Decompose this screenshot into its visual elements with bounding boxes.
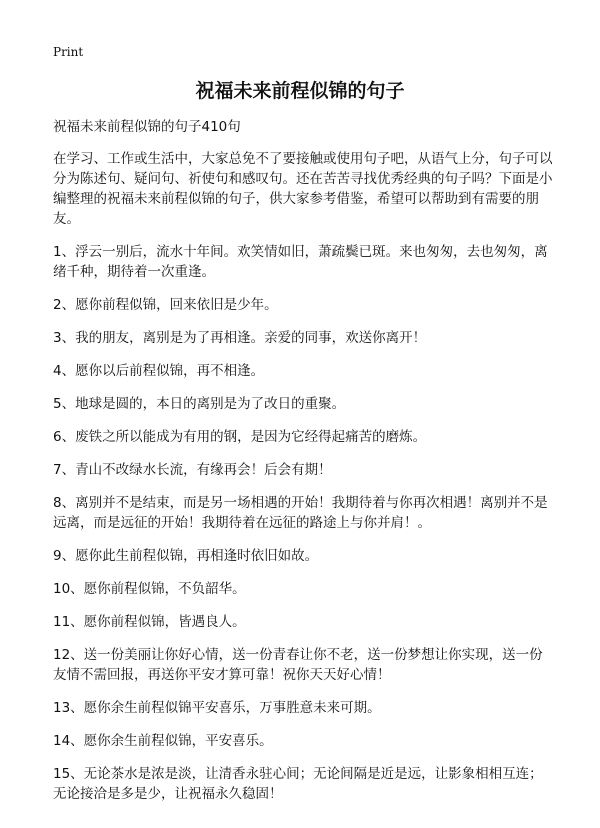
- list-item: 12、送一份美丽让你好心情，送一份青春让你不老，送一份梦想让你实现，送一份友情不需回报，再送你平安才算可靠！祝你天天好心情！: [53, 647, 543, 683]
- list-item: 8、离别并不是结束，而是另一场相遇的开始！我期待着与你再次相遇！离别并不是远离，而是远征的开始！我期待着在远征的路途上与你并肩！。: [53, 495, 548, 531]
- list-item: 4、愿你以后前程似锦，再不相逢。: [53, 363, 265, 379]
- page-title: 祝福未来前程似锦的句子: [195, 80, 405, 102]
- list-item: 14、愿你余生前程似锦，平安喜乐。: [53, 733, 273, 749]
- list-item: 7、青山不改绿水长流，有缘再会！后会有期！: [53, 462, 332, 478]
- list-item: 6、废铁之所以能成为有用的钢，是因为它经得起痛苦的磨炼。: [53, 429, 427, 445]
- list-item: 13、愿你余生前程似锦平安喜乐，万事胜意未来可期。: [53, 700, 381, 716]
- article-body: [53, 149, 553, 817]
- document-subtitle: 祝福未来前程似锦的句子410句: [53, 119, 241, 135]
- list-item: 9、愿你此生前程似锦，再相逢时依旧如故。: [53, 548, 319, 564]
- print-link[interactable]: Print: [53, 45, 84, 59]
- list-item: 10、愿你前程似锦，不负韶华。: [53, 581, 246, 597]
- list-item: 5、地球是圆的，本日的离别是为了改日的重聚。: [53, 396, 346, 412]
- list-item: 15、无论茶水是浓是淡，让清香永驻心间；无论间隔是近是远，让影象相相互连；无论接洽是多是少，让祝福永久稳固！: [53, 766, 543, 802]
- list-item: 11、愿你前程似锦，皆遇良人。: [53, 614, 246, 630]
- intro-paragraph: 在学习、工作或生活中，大家总免不了要接触或使用句子吧，从语气上分，句子可以分为陈述句、疑问句、祈使句和感叹句。还在苦苦寻找优秀经典的句子吗？下面是小编整理的祝福未来前程似锦的句子，供大家参考借鉴，希望可以帮助到有需要的朋友。: [53, 151, 553, 227]
- list-item: 1、浮云一别后，流水十年间。欢笑情如旧，萧疏鬓已斑。来也匆匆，去也匆匆，离绪千种，期待着一次重逢。: [53, 244, 548, 280]
- list-item: 2、愿你前程似锦，回来依旧是少年。: [53, 297, 278, 313]
- list-item: 3、我的朋友，离别是为了再相逢。亲爱的同事，欢送你离开！: [53, 330, 427, 346]
